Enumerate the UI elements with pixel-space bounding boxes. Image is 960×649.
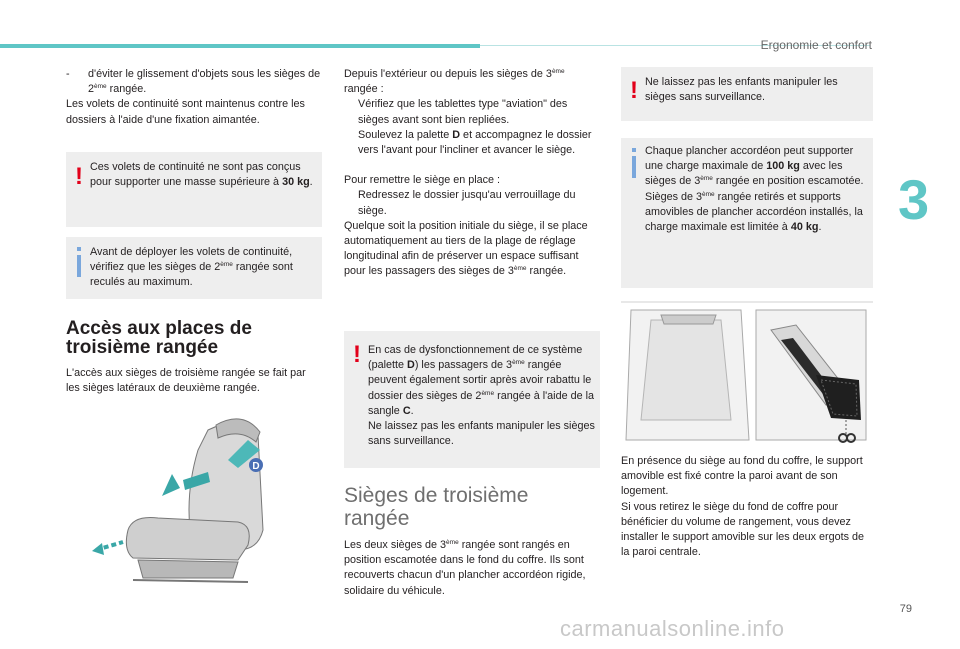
warning-box-1: ! Ces volets de continuité ne sont pas conçus pour supporter une masse supérieure à 30 kg. xyxy=(66,152,322,227)
list-item: Soulevez la palette D et accompagnez le dossier vers l'avant pour l'incliner et avancer le siège. xyxy=(358,128,592,157)
header-accent-bar xyxy=(0,44,480,48)
info-box-2: Chaque plancher accordéon peut supporter une charge maximale de 100 kg avec les sièges de 3ème rangée en position escamotée. Sièges de 3ème rangée retirés et supports amovibles de plancher accordéon installés, la charge maximale est limitée à 40 kg. xyxy=(621,138,873,288)
heading-access: Accès aux places de troisième rangée xyxy=(66,318,252,358)
label-D-text: D xyxy=(252,461,260,472)
watermark: carmanualsonline.info xyxy=(560,616,785,641)
info-icon xyxy=(632,156,636,178)
list-item: Redressez le dossier jusqu'au verrouillage du siège. xyxy=(358,189,576,217)
seat-illustration xyxy=(88,410,288,595)
col2-top-text: Depuis l'extérieur ou depuis les sièges de 3ème rangée : Vérifiez que les tablettes type "aviation" des sièges avant sont bien repliées. Soulevez la palette D et accompagnez le dossier vers l'avant pour l'incliner et avancer le siège. Pour remettre le siège en place : Redressez le dossier jusqu'au verrouillage du siège. Quelque soit la position initiale du siège, il se place automatiquement au tiers de la plage de réglage longitudinal afin de préserver un espace suffisant pour les passagers des sièges de 3ème rangée. xyxy=(344,67,600,280)
seats-paragraph: Les deux sièges de 3ème rangée sont rangés en position escamotée dans le fond du coffre. Ils sont recouverts chacun d'un plancher accordéon rigide, solidaire du véhicule. xyxy=(344,539,586,597)
dash-list-item: - d'éviter le glissement d'objets sous les sièges de 2ème rangée. xyxy=(66,68,321,96)
final-paragraph: En présence du siège au fond du coffre, le support amovible est fixé contre la paroi avant de son logement. Si vous retirez le siège du fond de coffre pour bénéficier du volume de rangement, vous devez installer le support amovible sur les deux ergots de la paroi centrale. xyxy=(621,455,865,559)
trunk-illustration xyxy=(621,300,873,450)
list-item: Vérifiez que les tablettes type "aviation" des sièges avant sont bien repliées. xyxy=(358,98,568,126)
warning-icon: ! xyxy=(75,163,83,190)
info-icon xyxy=(77,255,81,277)
warning-icon: ! xyxy=(353,341,361,368)
warning-box-3: ! Ne laissez pas les enfants manipuler les sièges sans surveillance. xyxy=(621,67,873,121)
info-box-1: Avant de déployer les volets de continuité, vérifiez que les sièges de 2ème rangée sont reculés au maximum. xyxy=(66,237,322,299)
continuity-paragraph: Les volets de continuité sont maintenus contre les dossiers à l'aide d'une fixation aimantée. xyxy=(66,98,305,126)
warning-box-2: ! En cas de dysfonctionnement de ce système (palette D) les passagers de 3ème rangée peuvent également sortir après avoir rabattu le dossier des sièges de 2ème rangée à l'aide de la sangle C. Ne laissez pas les enfants manipuler les sièges sans surveillance. xyxy=(344,331,600,468)
section-title: Ergonomie et confort xyxy=(760,38,872,52)
access-paragraph: L'accès aux sièges de troisième rangée se fait par les sièges latéraux de deuxième rangée. xyxy=(66,367,306,395)
col1-top-text xyxy=(66,67,322,128)
page-number: 79 xyxy=(899,603,912,615)
heading-third-row: Sièges de troisième rangée xyxy=(344,484,529,530)
warning-icon: ! xyxy=(630,77,638,104)
chapter-number: 3 xyxy=(898,168,930,231)
